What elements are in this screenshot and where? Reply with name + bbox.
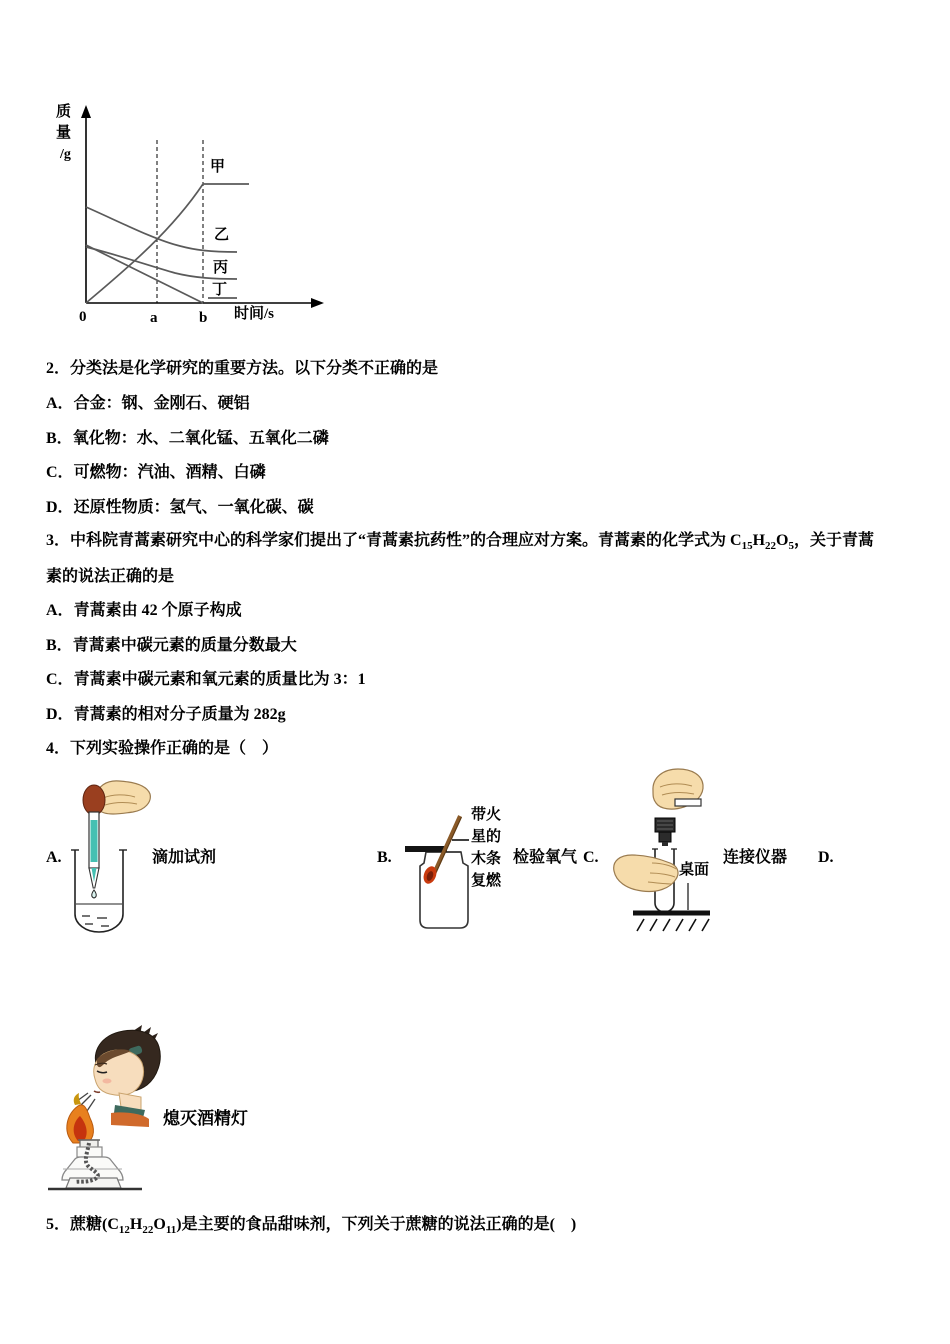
y-axis-label-char1: 质 <box>56 104 72 120</box>
q3-option-a: A．青蒿素由 42 个原子构成 <box>46 602 242 619</box>
q3-formula: $C_{15}H_{22}O_5$ <box>730 532 794 553</box>
question-5-stem: 5．蔗糖$(C_{12}H_{22}O_{11})$是主要的食品甜味剂，下列关于蔗糖的说法正确的是( ) <box>46 1216 577 1237</box>
question-3-stem-line2: 素的说法正确的是 <box>46 568 175 585</box>
lamp-base <box>66 1178 121 1188</box>
curve-label-jia: 甲 <box>210 159 226 175</box>
bottle-lid <box>405 846 447 852</box>
curve-label-ding: 丁 <box>212 282 228 298</box>
girl-blowing <box>77 1025 160 1127</box>
q4-option-d-caption: 熄灭酒精灯 <box>163 1109 248 1128</box>
b-annotation-line2: 星的 <box>471 829 502 845</box>
x-axis-arrow <box>311 298 324 308</box>
q3-option-c: C．青蒿素中碳元素和氧元素的质量比为 3：1 <box>46 671 366 688</box>
q2-option-c: C．可燃物：汽油、酒精、白磷 <box>46 464 266 481</box>
b-annotation-line4: 复燃 <box>471 873 502 889</box>
curve-label-bing: 丙 <box>213 260 229 276</box>
table-annotation: 桌面 <box>679 862 710 878</box>
b-annotation-line3: 木条 <box>471 851 502 867</box>
curve-label-yi: 乙 <box>214 227 230 243</box>
question-3-number: 3． <box>46 532 71 549</box>
question-4-number: 4． <box>46 740 71 757</box>
chart-axes <box>86 114 316 303</box>
gas-bottle <box>420 852 468 928</box>
q2-option-b: B．氧化物：水、二氧化锰、五氧化二磷 <box>46 430 329 447</box>
dashed-guides <box>157 140 203 303</box>
q4-option-c-caption: 连接仪器 <box>723 849 788 866</box>
q2-option-d: D．还原性物质：氢气、一氧化碳、碳 <box>46 499 314 516</box>
dropper <box>83 785 105 888</box>
x-axis-label: 时间/s <box>234 306 275 322</box>
q3-option-d: D．青蒿素的相对分子质量为 282g <box>46 706 286 723</box>
question-2-number: 2． <box>46 360 71 377</box>
q4-option-a-label: A. <box>46 849 62 866</box>
q3-option-b: B．青蒿素中碳元素的质量分数最大 <box>46 637 297 654</box>
y-axis-unit: /g <box>60 147 71 162</box>
b-annotation-line1: 带火 <box>471 807 502 823</box>
mouth <box>94 1091 100 1092</box>
q4-option-c-label: C. <box>583 849 599 866</box>
upper-hand <box>653 769 703 809</box>
x-tick-b: b <box>199 310 208 326</box>
question-4-stem: 4．下列实验操作正确的是（ ） <box>46 740 279 757</box>
q5-formula: $C_{12}H_{22}O_{11}$ <box>107 1216 177 1237</box>
q4-option-b-caption: 检验氧气 <box>513 849 578 866</box>
flame <box>67 1093 94 1143</box>
q4-option-d-label: D. <box>818 849 834 866</box>
x-tick-a: a <box>150 310 158 326</box>
q2-option-a: A．合金：钢、金刚石、硬铝 <box>46 395 250 412</box>
rubber-stopper <box>655 818 675 846</box>
y-axis-label-char2: 量 <box>56 125 72 141</box>
q4-option-a-caption: 滴加试剂 <box>152 849 217 866</box>
question-2-stem: 2．分类法是化学研究的重要方法。以下分类不正确的是 <box>46 360 439 377</box>
falling-drop <box>92 890 97 898</box>
y-axis-arrow <box>81 105 91 118</box>
alcohol-lamp <box>48 1140 142 1189</box>
origin-label: 0 <box>79 309 87 325</box>
q4-option-b-label: B. <box>377 849 392 866</box>
glass-tube-piece <box>675 799 701 806</box>
question-5-number: 5． <box>46 1216 71 1233</box>
dropper-test-tube-figure <box>55 776 155 938</box>
mass-time-chart <box>50 98 340 338</box>
question-3-stem-line1: 3．中科院青蒿素研究中心的科学家们提出了“青蒿素抗药性”的合理应对方案。青蒿素的化学式为 $C_{15}H_{22}O_5$，关于青蒿 <box>46 532 875 553</box>
table-surface <box>633 913 710 931</box>
blush <box>103 1079 112 1084</box>
